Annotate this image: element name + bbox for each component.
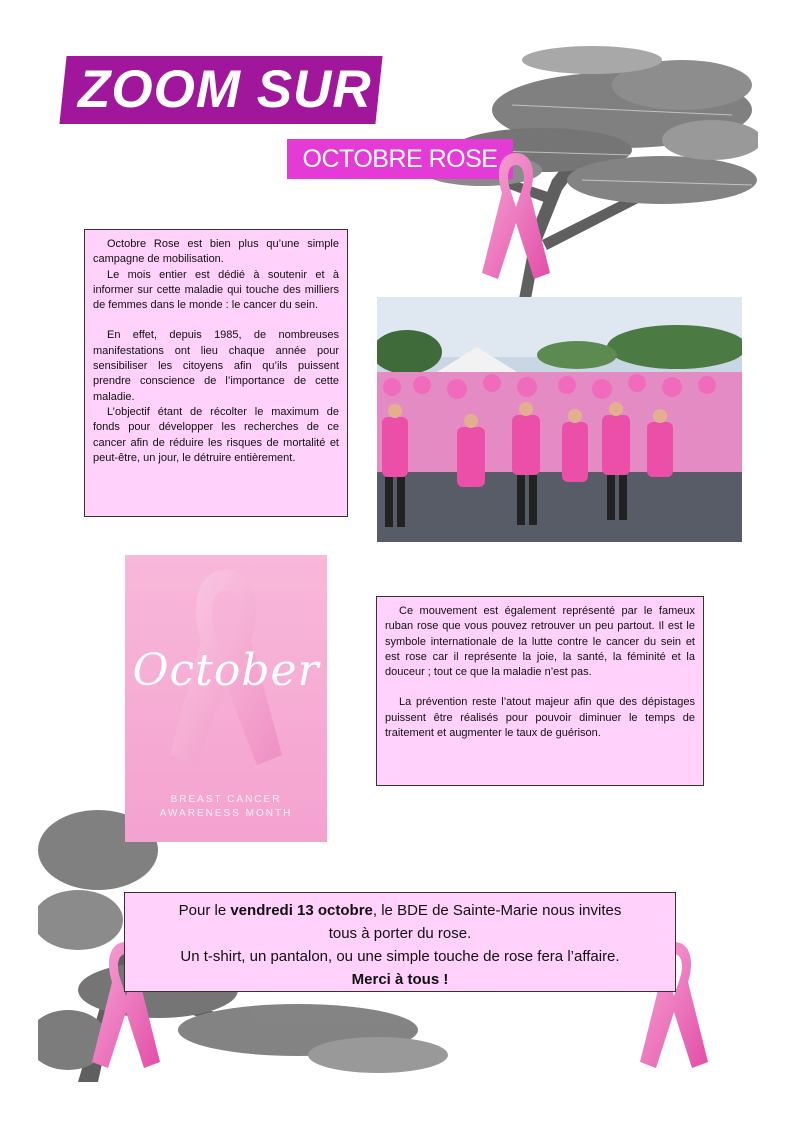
announcement-thanks: Merci à tous ! <box>351 971 449 988</box>
intro-text-box <box>84 229 348 517</box>
card-caption-line2: AWARENESS MONTH <box>159 808 293 819</box>
ribbon-text-box <box>376 596 704 786</box>
card-caption-line1: BREAST CANCER <box>170 794 282 805</box>
announcement-line2: tous à porter du rose. <box>328 925 472 942</box>
page-subtitle: OCTOBRE ROSE <box>302 145 498 173</box>
announcement-box <box>124 892 676 992</box>
paragraph: Octobre Rose est bien plus qu’une simple campagne de mobilisation. <box>93 238 339 266</box>
announcement-line1: Pour le vendredi 13 octobre, le BDE de Sainte-Marie nous invites <box>178 902 622 919</box>
paragraph: Le mois entier est dédié à soutenir et à informer sur cette maladie qui touche des milliers de femmes dans le monde : le cancer du sein. <box>93 268 339 312</box>
page-title: ZOOM SUR <box>78 60 372 119</box>
october-script-word: October <box>132 645 320 696</box>
march-crowd-photo <box>377 297 742 542</box>
pine-tree-illustration-top <box>392 40 758 336</box>
paragraph: Ce mouvement est également représenté par le fameux ruban rose que vous pouvez retrouver un peu partout. Il est le symbole internationale de la lutte contre le cancer du sein et est rose car il représente la joie, la santé, la féminité et la douceur ; tout ce que la maladie n’est pas. <box>385 605 695 679</box>
announcement-line3: Un t-shirt, un pantalon, ou une simple touche de rose fera l’affaire. <box>180 948 620 965</box>
paragraph: La prévention reste l’atout majeur afin que des dépistages puissent être réalisés pour pouvoir diminuer le temps de traitement et augmenter le taux de guérison. <box>385 696 695 740</box>
paragraph: En effet, depuis 1985, de nombreuses manifestations ont lieu chaque année pour sensibiliser les citoyens afin qu’ils puissent prendre conscience de l’importance de cette maladie. <box>93 329 339 403</box>
pink-ribbon-icon <box>478 145 554 285</box>
paragraph: L’objectif étant de récolter le maximum de fonds pour développer les recherches de ce cancer afin de réduire les risques de mortalité et peut-être, un jour, le détruire entièrement. <box>93 405 339 464</box>
event-date: vendredi 13 octobre <box>230 902 373 919</box>
